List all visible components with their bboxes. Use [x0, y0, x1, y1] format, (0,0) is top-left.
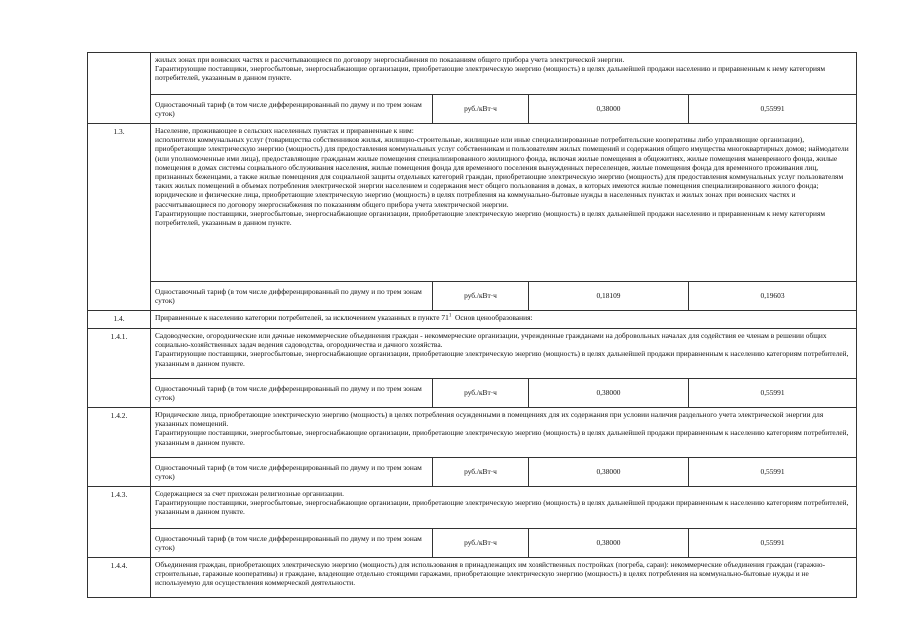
row-description	[151, 53, 857, 95]
description-line: Основ ценообразования:	[455, 313, 533, 322]
table-row-1-4-3	[88, 487, 857, 529]
tariff-unit: руб./кВт·ч	[433, 458, 529, 487]
tariff-value-1: 0,38000	[529, 379, 689, 408]
tariff-value-2: 0,55991	[689, 95, 857, 124]
tariff-value-1: 0,38000	[529, 529, 689, 558]
description-line: Юридические лица, приобретающие электрическую энергию (мощность) в целях потребления осужденными в помещениях для их содержания при условии наличия раздельного учета электрической энергии для указанных помещений.	[155, 410, 824, 429]
description-line: Садоводческие, огороднические или дачные некоммерческие объединения граждан - некоммерческие организации, учрежденные гражданами на добровольных началах для содействия ее членам в решении общих социально-хозяйственных задач ведения садоводства, огородничества и дачного хозяйства.	[155, 331, 827, 350]
footnote-mark: 1	[448, 313, 452, 319]
row-number	[88, 53, 151, 124]
description-line: Содержащиеся за счет прихожан религиозные организации.	[155, 489, 344, 498]
tariff-table-page	[87, 52, 856, 598]
tariff-value-1: 0,18109	[529, 282, 689, 311]
row-description	[151, 124, 857, 282]
tariff-label: Одноставочный тариф (в том числе дифференцированный по двуму и по трем зонам суток)	[151, 95, 433, 124]
row-number: 1.4.2.	[88, 408, 151, 487]
row-description	[151, 487, 857, 529]
tariff-row	[88, 282, 857, 311]
tariff-value-2: 0,19603	[689, 282, 857, 311]
tariff-unit: руб./кВт·ч	[433, 379, 529, 408]
row-number: 1.4.1.	[88, 329, 151, 408]
table-row-1-4	[88, 311, 857, 329]
row-description	[151, 329, 857, 379]
description-line: исполнители коммунальных услуг (товарищества собственников жилья, жилищно-строительные, жилищные или иные специализированные потребительские кооперативы либо управляющие организации), приобретающие электрическую энергию (мощность) для предоставления коммунальных услуг собственникам и пользователям жилых помещений и содержания общего имущества многоквартирных домов; наймодатели (или уполномоченные ими лица), предоставляющие гражданам жилые помещения специализированного жилищного фонда, включая жилые помещения в общежитиях, жилые помещения маневренного фонда, жилые помещения в домах системы социального обслуживания населения, жилые помещения фонда для временного поселения вынужденных переселенцев, жилые помещения фонда для временного проживания лиц, признанных беженцами, а также жилые помещения для социальной защиты отдельных категорий граждан, приобретающие электрическую энергию (мощность) для предоставления коммунальных услуг пользователям таких жилых помещений в объемах потребления электрической энергии населением и содержания мест общего пользования в домах, в которых имеются жилые помещения специализированного жилого фонда; юридические и физические лица, приобретающие электрическую энергию (мощность) в целях потребления на коммунально-бытовые нужды в населенных пунктах и жилых зонах при воинских частях и рассчитывающиеся по договору энергоснабжения по показаниям общего прибора учета электрической энергии.	[155, 135, 849, 209]
description-line: Гарантирующие поставщики, энергосбытовые, энергоснабжающие организации, приобретающие электрическую энергию (мощность) в целях дальнейшей продажи приравненным к населению категориям потребителей, указанным в данном пункте.	[155, 428, 849, 447]
description-line: Население, проживающее в сельских населенных пунктах и приравненные к ним:	[155, 126, 414, 135]
tariff-row	[88, 529, 857, 558]
row-number: 1.4.3.	[88, 487, 151, 558]
row-number: 1.4.	[88, 311, 151, 329]
description-line: Гарантирующие поставщики, энергосбытовые, энергоснабжающие организации, приобретающие электрическую энергию (мощность) в целях дальнейшей продажи населению и приравненным к нему категориям потребителей, указанным в данном пункте.	[155, 64, 826, 83]
tariff-unit: руб./кВт·ч	[433, 95, 529, 124]
tariff-label: Одноставочный тариф (в том числе дифференцированный по двуму и по трем зонам суток)	[151, 379, 433, 408]
tariff-table	[87, 52, 857, 598]
description-line: жилых зонах при воинских частях и рассчитывающиеся по договору энергоснабжения по показаниям общего прибора учета электрической энергии.	[155, 55, 625, 64]
row-description	[151, 408, 857, 458]
tariff-unit: руб./кВт·ч	[433, 529, 529, 558]
table-row-1-4-2	[88, 408, 857, 458]
description-line: Объединения граждан, приобретающих электрическую энергию (мощность) для использования в принадлежащих им хозяйственных постройках (погреба, сараи): некоммерческие объединения граждан (гаражно-строительные, гаражные кооперативы) и граждане, владеющие отдельно стоящими гаражами, приобретающие электрическую энергию (мощность) в целях потребления на коммунально-бытовые нужды и не используемую для осуществления коммерческой деятельности.	[155, 560, 826, 588]
table-row-1-3	[88, 124, 857, 282]
row-description	[151, 311, 857, 329]
tariff-value-1: 0,38000	[529, 95, 689, 124]
tariff-unit: руб./кВт·ч	[433, 282, 529, 311]
row-number: 1.3.	[88, 124, 151, 311]
tariff-label: Одноставочный тариф (в том числе дифференцированный по двуму и по трем зонам суток)	[151, 458, 433, 487]
tariff-row	[88, 379, 857, 408]
tariff-value-2: 0,55991	[689, 529, 857, 558]
tariff-label: Одноставочный тариф (в том числе дифференцированный по двуму и по трем зонам суток)	[151, 529, 433, 558]
tariff-row	[88, 458, 857, 487]
row-number: 1.4.4.	[88, 558, 151, 598]
description-line: Гарантирующие поставщики, энергосбытовые, энергоснабжающие организации, приобретающие электрическую энергию (мощность) в целях дальнейшей продажи приравненным к населению категориям потребителей, указанным в данном пункте.	[155, 349, 849, 368]
description-line: Гарантирующие поставщики, энергосбытовые, энергоснабжающие организации, приобретающие электрическую энергию (мощность) в целях дальнейшей продажи населению и приравненным к нему категориям потребителей, указанным в данном пункте.	[155, 208, 826, 228]
row-description	[151, 558, 857, 598]
tariff-value-1: 0,38000	[529, 458, 689, 487]
tariff-label: Одноставочный тариф (в том числе дифференцированный по двуму и по трем зонам суток)	[151, 282, 433, 311]
table-row-1-4-4	[88, 558, 857, 598]
table-row-continuation	[88, 53, 857, 95]
tariff-value-2: 0,55991	[689, 379, 857, 408]
tariff-value-2: 0,55991	[689, 458, 857, 487]
table-row-1-4-1	[88, 329, 857, 379]
description-line: Гарантирующие поставщики, энергосбытовые, энергоснабжающие организации, приобретающие электрическую энергию (мощность) в целях дальнейшей продажи приравненным к населению категориям потребителей, указанным в данном пункте.	[155, 498, 849, 517]
tariff-row	[88, 95, 857, 124]
description-line: Приравненные к населению категории потребителей, за исключением указанных в пункте 71	[155, 313, 449, 322]
